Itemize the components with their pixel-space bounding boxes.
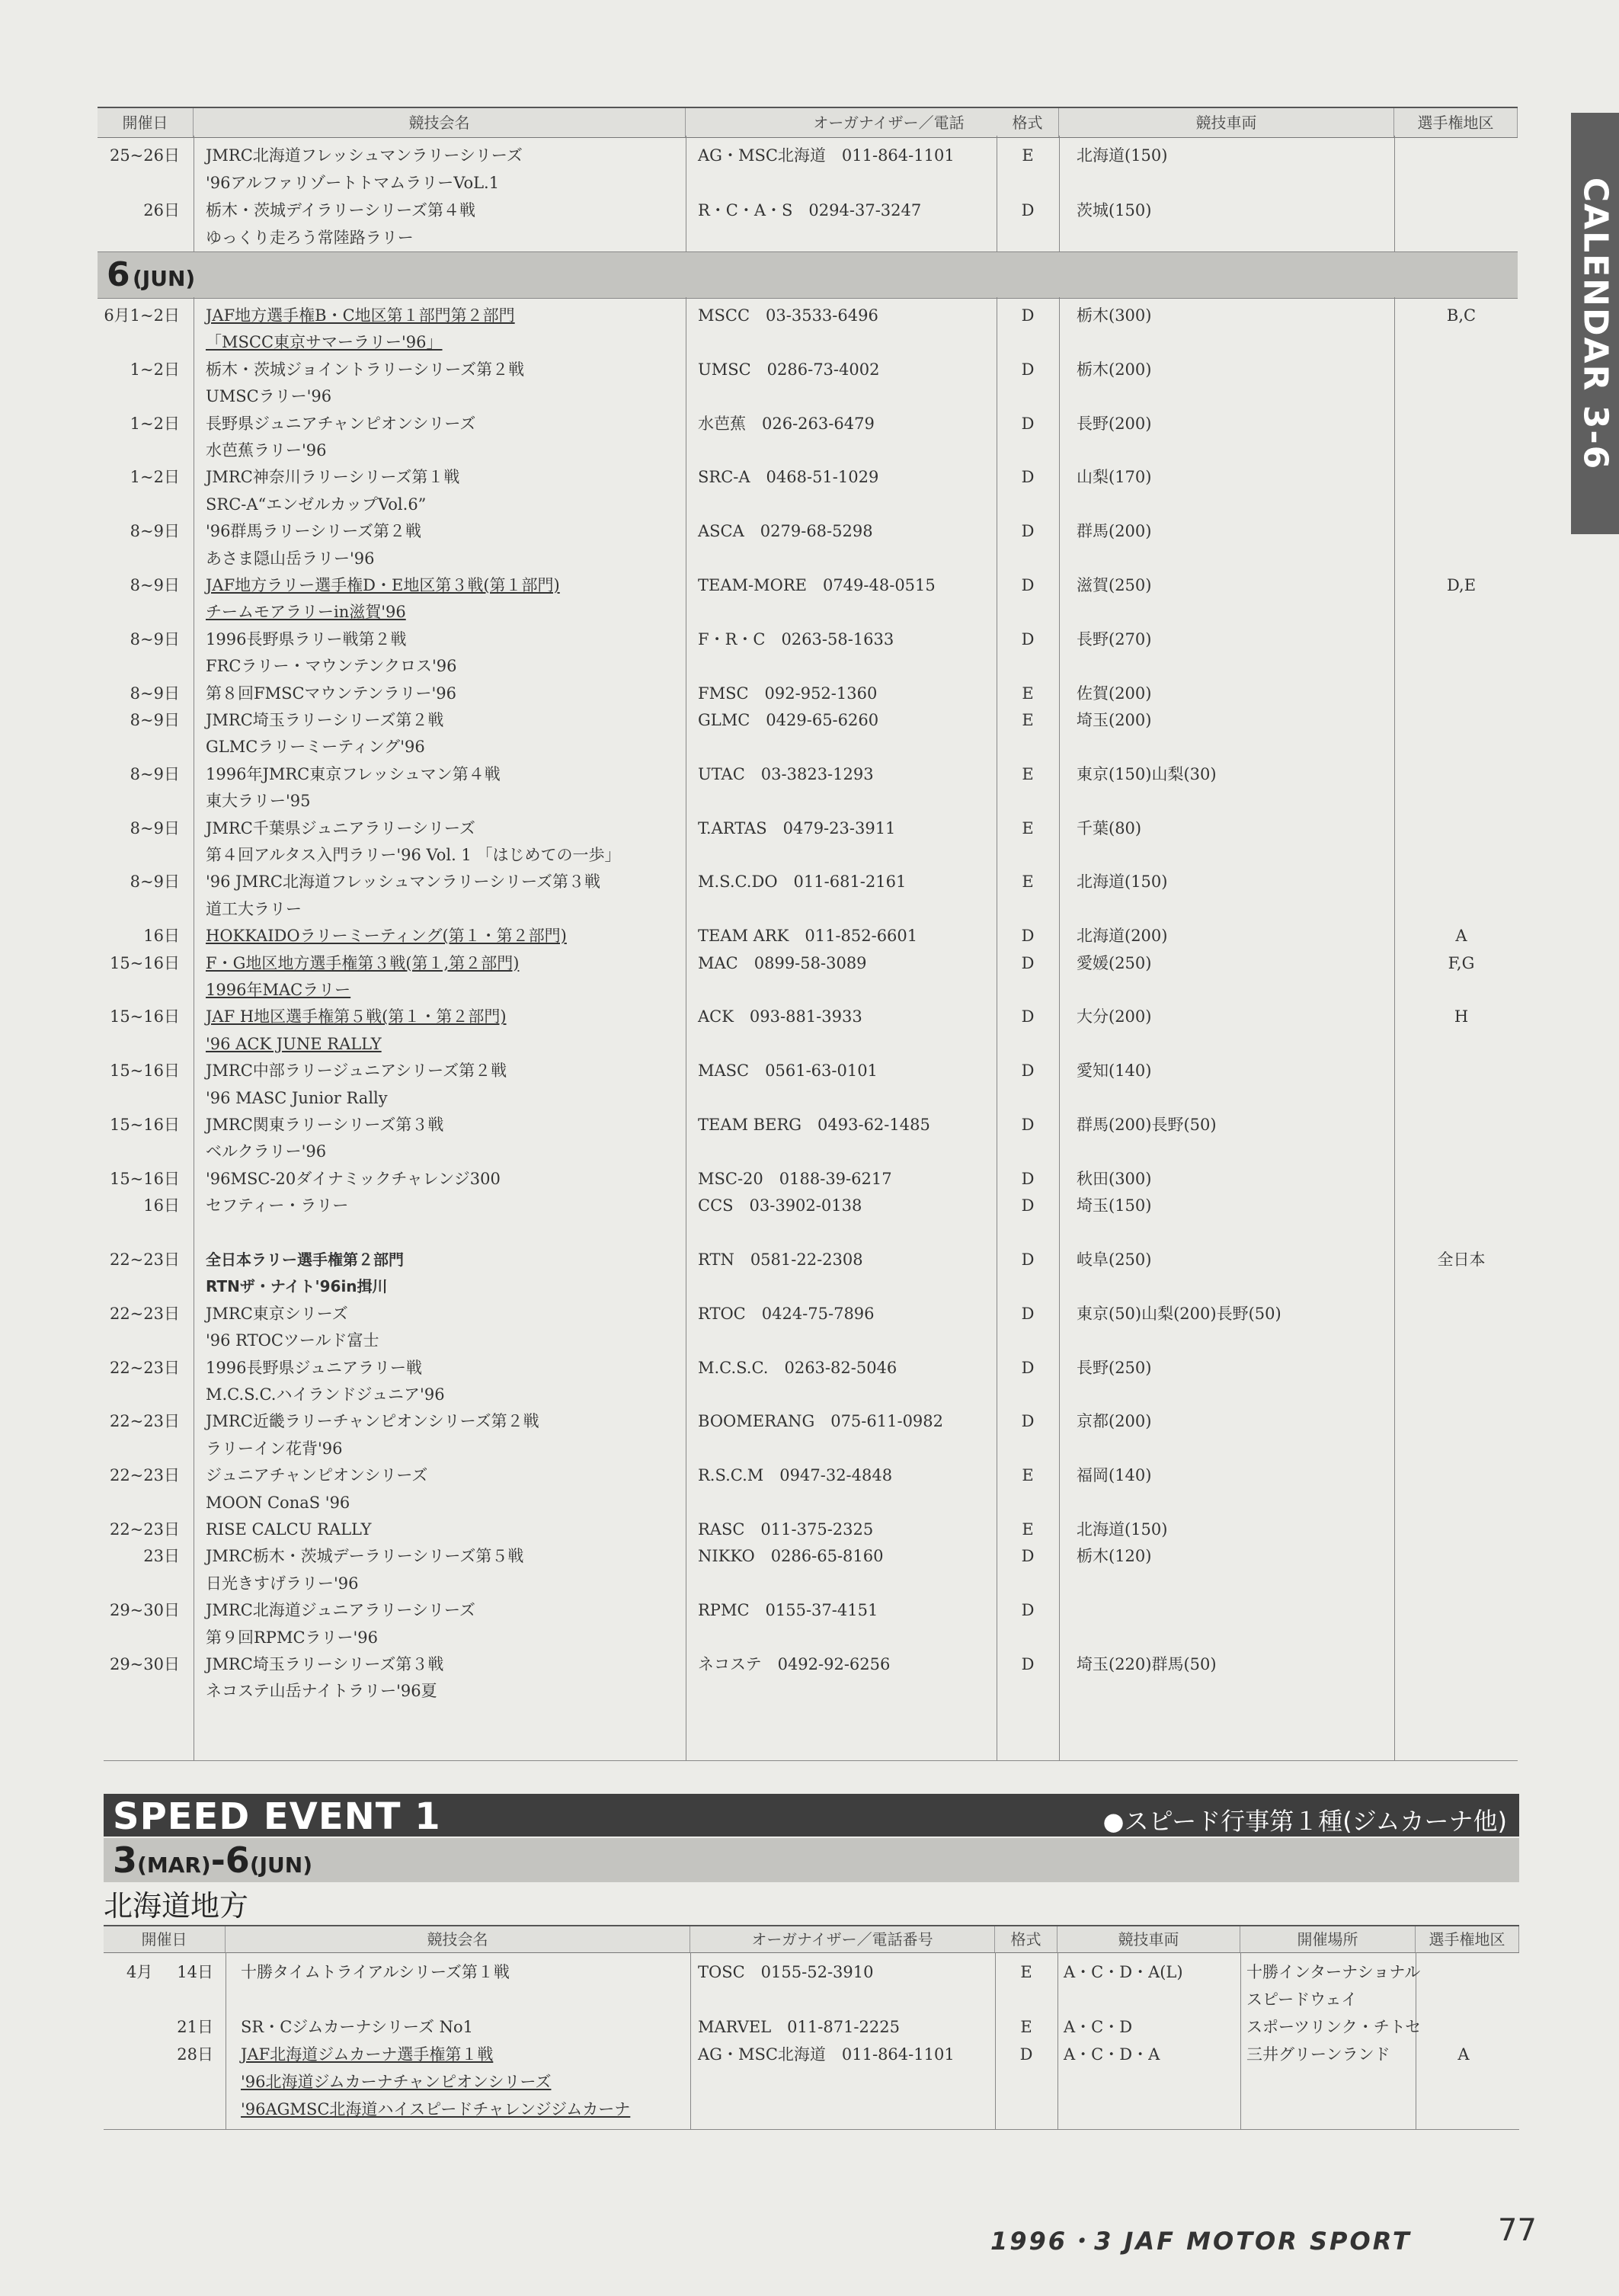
vehicle-cell: 埼玉(150) <box>1077 1196 1152 1215</box>
vehicle-cell: 茨城(150) <box>1077 201 1152 219</box>
event-name-cell: 第４回アルタス入門ラリー'96 Vol. 1 「はじめての一歩」 <box>206 846 621 864</box>
organizer-cell: R.S.C.M 0947-32-4848 <box>698 1466 893 1485</box>
venue-cell: 三井グリーンランド <box>1246 2045 1390 2064</box>
date-cell: 16日 <box>143 927 180 946</box>
header-region: 選手権地区 <box>1416 1926 1519 1952</box>
table-row <box>98 410 1518 437</box>
date-cell: 8~9日 <box>130 684 180 703</box>
format-cell: D <box>1021 1412 1035 1431</box>
header-vehicle: 競技車両 <box>1057 1926 1240 1952</box>
event-name-cell: ネコステ山岳ナイトラリー'96夏 <box>206 1682 437 1701</box>
organizer-cell: NIKKO 0286-65-8160 <box>698 1547 884 1566</box>
organizer-cell: TEAM BERG 0493-62-1485 <box>698 1116 930 1134</box>
table-row <box>104 2068 1519 2096</box>
table-row <box>98 1138 1518 1165</box>
organizer-cell: ACK 093-881-3933 <box>698 1007 862 1026</box>
period-label <box>113 1840 312 1881</box>
organizer-cell: F・R・C 0263-58-1633 <box>698 629 894 648</box>
month-cell: 4月 <box>126 1963 153 1981</box>
format-cell: E <box>1022 873 1034 892</box>
vehicle-cell: 北海道(150) <box>1077 1520 1168 1539</box>
date-cell: 8~9日 <box>130 764 180 783</box>
header-event: 競技会名 <box>194 108 686 137</box>
vehicle-cell: A・C・D <box>1064 2018 1133 2036</box>
event-name-cell: SR・Cジムカーナシリーズ No1 <box>241 2018 474 2036</box>
organizer-cell: ASCA 0279-68-5298 <box>698 522 873 541</box>
date-cell: 15~16日 <box>109 953 180 972</box>
event-name-cell: JMRC北海道フレッシュマンラリーシリーズ <box>206 146 523 165</box>
format-cell: D <box>1021 629 1035 648</box>
format-cell: E <box>1022 1466 1034 1485</box>
speed-event-subtitle: ●スピード行事第１種(ジムカーナ他) <box>1102 1807 1507 1836</box>
organizer-cell: CCS 03-3902-0138 <box>698 1196 862 1215</box>
vehicle-cell: 群馬(200)長野(50) <box>1077 1116 1217 1134</box>
period-start: 3 <box>113 1840 138 1881</box>
vehicle-cell: 北海道(150) <box>1077 873 1168 892</box>
format-cell: D <box>1021 468 1035 487</box>
table-row <box>98 1192 1518 1219</box>
date-cell: 29~30日 <box>109 1655 180 1673</box>
vehicle-cell: 愛知(140) <box>1077 1062 1152 1081</box>
vehicle-cell: 北海道(200) <box>1077 927 1168 946</box>
vehicle-cell: 京都(200) <box>1077 1412 1152 1431</box>
format-cell: E <box>1022 818 1034 837</box>
event-name-cell: RISE CALCU RALLY <box>206 1520 372 1539</box>
format-cell: D <box>1019 2045 1033 2064</box>
header-row <box>98 107 1518 138</box>
table-row <box>98 1111 1518 1138</box>
format-cell: E <box>1022 146 1034 165</box>
event-name-cell: 全日本ラリー選手権第２部門 <box>206 1250 404 1269</box>
date-cell: 22~23日 <box>109 1466 180 1485</box>
table-row <box>98 1516 1518 1543</box>
period-end-month: (JUN) <box>249 1852 312 1878</box>
event-name-cell: JAF北海道ジムカーナ選手権第１戦 <box>241 2045 494 2064</box>
vehicle-cell: 佐賀(200) <box>1077 684 1152 703</box>
speed-event-banner <box>104 1794 1519 1836</box>
event-name-cell: FRCラリー・マウンテンクロス'96 <box>206 657 457 676</box>
format-cell: D <box>1021 1655 1035 1673</box>
header-row <box>104 1925 1519 1953</box>
vehicle-cell: 長野(200) <box>1077 414 1152 433</box>
date-cell: 8~9日 <box>130 576 180 594</box>
table-row <box>98 1273 1518 1300</box>
table-row <box>98 680 1518 707</box>
date-cell: 8~9日 <box>130 711 180 729</box>
vehicle-cell: 秋田(300) <box>1077 1169 1152 1188</box>
date-cell: 15~16日 <box>109 1062 180 1081</box>
table-row <box>98 976 1518 1004</box>
event-name-cell: 水芭蕉ラリー'96 <box>206 441 327 460</box>
table-row <box>98 922 1518 949</box>
table-row <box>98 1381 1518 1408</box>
table-row <box>98 1084 1518 1112</box>
organizer-cell: SRC-A 0468-51-1029 <box>698 468 879 487</box>
event-name-cell: 道工大ラリー <box>206 899 302 918</box>
table-row <box>104 2096 1519 2123</box>
event-name-cell: 日光きすげラリー'96 <box>206 1574 359 1593</box>
vehicle-cell: 群馬(200) <box>1077 522 1152 541</box>
vehicle-cell: 栃木(300) <box>1077 306 1152 325</box>
event-name-cell: 栃木・茨城ジョイントラリーシリーズ第２戦 <box>206 360 525 379</box>
format-cell: D <box>1021 953 1035 972</box>
table-row <box>98 1596 1518 1624</box>
period-start-month: (MAR) <box>137 1852 211 1878</box>
event-name-cell: ジュニアチャンピオンシリーズ <box>206 1466 428 1485</box>
venue-cell: スピードウェイ <box>1246 1990 1358 2009</box>
event-name-cell: '96 JMRC北海道フレッシュマンラリーシリーズ第３戦 <box>206 873 601 892</box>
table-row <box>98 1462 1518 1489</box>
table-row <box>98 328 1518 356</box>
organizer-cell: TEAM-MORE 0749-48-0515 <box>698 576 936 594</box>
event-name-cell: HOKKAIDOラリーミーティング(第１・第２部門) <box>206 927 567 946</box>
vehicle-cell: A・C・D・A(L) <box>1064 1963 1183 1981</box>
event-name-cell: 長野県ジュニアチャンピオンシリーズ <box>206 414 476 433</box>
table-row <box>98 1327 1518 1354</box>
table-row <box>98 1407 1518 1435</box>
date-cell: 22~23日 <box>109 1520 180 1539</box>
table-row <box>98 761 1518 788</box>
date-cell: 8~9日 <box>130 522 180 541</box>
event-name-cell: 第８回FMSCマウンテンラリー'96 <box>206 684 456 703</box>
organizer-cell: T.ARTAS 0479-23-3911 <box>698 818 896 837</box>
table-row <box>98 626 1518 653</box>
table-row <box>98 572 1518 599</box>
vehicle-cell: 長野(270) <box>1077 629 1152 648</box>
event-name-cell: 東大ラリー'95 <box>206 792 311 811</box>
table-row <box>98 142 1518 169</box>
region-cell: A <box>1455 927 1467 946</box>
vehicle-cell: 千葉(80) <box>1077 818 1142 837</box>
format-cell: E <box>1022 764 1034 783</box>
side-tab <box>1571 113 1619 534</box>
table-bottom-rule <box>104 1760 1518 1761</box>
organizer-cell: M.C.S.C. 0263-82-5046 <box>698 1358 897 1377</box>
date-cell: 29~30日 <box>109 1601 180 1620</box>
table-row <box>98 356 1518 383</box>
date-cell: 8~9日 <box>130 629 180 648</box>
event-name-cell: MOON ConaS '96 <box>206 1493 350 1512</box>
event-name-cell: 第９回RPMCラリー'96 <box>206 1628 379 1647</box>
region-cell: A <box>1457 2045 1470 2064</box>
table-row <box>98 841 1518 869</box>
header-format: 格式 <box>997 108 1059 137</box>
format-cell: D <box>1021 414 1035 433</box>
vehicle-cell: 東京(150)山梨(30) <box>1077 764 1217 783</box>
table-row <box>98 652 1518 680</box>
event-name-cell: 1996長野県ラリー戦第２戦 <box>206 629 407 648</box>
event-name-cell: JMRC埼玉ラリーシリーズ第２戦 <box>206 711 444 729</box>
event-name-cell: JMRC千葉県ジュニアラリーシリーズ <box>206 818 475 837</box>
event-name-cell: JMRC神奈川ラリーシリーズ第１戦 <box>206 468 460 487</box>
vehicle-cell: 栃木(120) <box>1077 1547 1152 1566</box>
date-cell: 8~9日 <box>130 818 180 837</box>
date-cell: 21日 <box>177 2018 213 2036</box>
organizer-cell: BOOMERANG 075-611-0982 <box>698 1412 944 1431</box>
event-name-cell: GLMCラリーミーティング'96 <box>206 738 425 757</box>
region-cell: F,G <box>1448 953 1475 972</box>
table-row <box>98 1435 1518 1462</box>
table-row <box>98 1489 1518 1516</box>
format-cell: E <box>1020 2018 1032 2036</box>
organizer-cell: RASC 011-375-2325 <box>698 1520 874 1539</box>
table-row <box>98 224 1518 251</box>
organizer-cell: UMSC 0286-73-4002 <box>698 360 880 379</box>
organizer-cell: 水芭蕉 026-263-6479 <box>698 414 875 433</box>
table-row <box>98 383 1518 410</box>
format-cell: D <box>1021 1196 1035 1215</box>
region-cell: D,E <box>1446 576 1477 594</box>
table-row <box>98 1030 1518 1058</box>
event-name-cell: '96MSC-20ダイナミックチャレンジ300 <box>206 1169 501 1188</box>
format-cell: D <box>1021 1250 1035 1269</box>
organizer-cell: UTAC 03-3823-1293 <box>698 764 874 783</box>
event-name-cell: '96 MASC Junior Rally <box>206 1088 388 1107</box>
format-cell: D <box>1021 1547 1035 1566</box>
table-bottom-rule <box>104 2129 1519 2130</box>
table-row <box>98 1677 1518 1705</box>
organizer-cell: RTOC 0424-75-7896 <box>698 1304 875 1323</box>
header-vehicle: 競技車両 <box>1059 108 1394 137</box>
event-name-cell: JMRC関東ラリーシリーズ第３戦 <box>206 1116 444 1134</box>
date-cell: 1~2日 <box>130 360 180 379</box>
event-name-cell: 1996年JMRC東京フレッシュマン第４戦 <box>206 764 501 783</box>
event-name-cell: F・G地区地方選手権第３戦(第１,第２部門) <box>206 953 520 972</box>
table-row <box>98 1246 1518 1273</box>
event-name-cell: JMRC東京シリーズ <box>206 1304 348 1323</box>
date-cell: 1~2日 <box>130 414 180 433</box>
event-name-cell: ラリーイン花背'96 <box>206 1439 343 1458</box>
date-cell: 15~16日 <box>109 1116 180 1134</box>
vehicle-cell: 長野(250) <box>1077 1358 1152 1377</box>
format-cell: D <box>1021 201 1035 219</box>
format-cell: D <box>1021 1062 1035 1081</box>
date-cell: 22~23日 <box>109 1412 180 1431</box>
organizer-cell: FMSC 092-952-1360 <box>698 684 878 703</box>
event-name-cell: UMSCラリー'96 <box>206 387 332 406</box>
header-date: 開催日 <box>98 108 194 137</box>
table-row <box>98 491 1518 518</box>
vehicle-cell: 栃木(200) <box>1077 360 1152 379</box>
event-name-cell: JMRC中部ラリージュニアシリーズ第２戦 <box>206 1062 507 1081</box>
header-format: 格式 <box>995 1926 1057 1952</box>
event-name-cell: '96アルファリゾートトマムラリーVoL.1 <box>206 174 500 192</box>
table-row <box>98 733 1518 761</box>
table-row <box>98 302 1518 329</box>
event-name-cell: 十勝タイムトライアルシリーズ第１戦 <box>241 1963 510 1981</box>
format-cell: D <box>1021 1358 1035 1377</box>
table-row <box>98 545 1518 572</box>
format-cell: D <box>1021 360 1035 379</box>
organizer-cell: GLMC 0429-65-6260 <box>698 711 879 729</box>
table-row <box>98 895 1518 923</box>
organizer-cell: R・C・A・S 0294-37-3247 <box>698 201 922 219</box>
format-cell: D <box>1021 576 1035 594</box>
organizer-cell: MSCC 03-3533-6496 <box>698 306 878 325</box>
venue-cell: スポーツリンク・チトセ <box>1246 2018 1422 2036</box>
header-organizer: オーガナイザー／電話番号 <box>690 1926 995 1952</box>
event-name-cell: SRC-A“エンゼルカップVol.6” <box>206 495 427 514</box>
format-cell: D <box>1021 1169 1035 1188</box>
header-region: 選手権地区 <box>1394 108 1518 137</box>
organizer-cell: AG・MSC北海道 011-864-1101 <box>698 146 955 165</box>
table-row <box>98 197 1518 224</box>
header-event: 競技会名 <box>226 1926 690 1952</box>
header-date: 開催日 <box>104 1926 226 1952</box>
vehicle-cell: 滋賀(250) <box>1077 576 1152 594</box>
organizer-cell: MSC-20 0188-39-6217 <box>698 1169 892 1188</box>
table-row <box>98 598 1518 626</box>
format-cell: E <box>1022 711 1034 729</box>
vehicle-cell: 埼玉(220)群馬(50) <box>1077 1655 1217 1673</box>
region-cell: 全日本 <box>1437 1250 1486 1269</box>
table-row <box>98 787 1518 815</box>
format-cell: E <box>1022 1520 1034 1539</box>
vehicle-cell: 埼玉(200) <box>1077 711 1152 729</box>
vehicle-cell: A・C・D・A <box>1064 2045 1160 2064</box>
format-cell: D <box>1021 1007 1035 1026</box>
table-row <box>98 1219 1518 1247</box>
date-cell: 16日 <box>143 1196 180 1215</box>
event-name-cell: JMRC埼玉ラリーシリーズ第３戦 <box>206 1655 444 1673</box>
event-name-cell: JAF地方選手権B・C地区第１部門第２部門 <box>206 306 515 325</box>
event-name-cell: JMRC近畿ラリーチャンピオンシリーズ第２戦 <box>206 1412 539 1431</box>
month-band <box>98 251 1518 299</box>
date-cell: 28日 <box>177 2045 213 2064</box>
date-cell: 22~23日 <box>109 1250 180 1269</box>
table-row <box>98 463 1518 491</box>
table-row <box>104 2013 1519 2041</box>
table-row <box>98 169 1518 197</box>
organizer-cell: TOSC 0155-52-3910 <box>698 1963 874 1981</box>
organizer-cell: MARVEL 011-871-2225 <box>698 2018 900 2036</box>
month-number: 6 <box>107 255 130 294</box>
date-cell: 6月1~2日 <box>104 306 180 325</box>
format-cell: D <box>1021 1304 1035 1323</box>
header-organizer: オーガナイザー／電話 <box>686 108 1093 137</box>
date-cell: 15~16日 <box>109 1007 180 1026</box>
table-row <box>98 1354 1518 1382</box>
table-row <box>98 706 1518 734</box>
table-row <box>98 815 1518 842</box>
period-band <box>104 1838 1519 1882</box>
table-row <box>98 1165 1518 1193</box>
table-row <box>98 1651 1518 1678</box>
table-row <box>104 1958 1519 1986</box>
table-row <box>98 1570 1518 1597</box>
event-name-cell: セフティー・ラリー <box>206 1196 349 1215</box>
event-name-cell: チームモアラリーin滋賀'96 <box>206 603 406 622</box>
region-cell: H <box>1454 1007 1469 1026</box>
event-name-cell: '96 ACK JUNE RALLY <box>206 1034 382 1053</box>
organizer-cell: ネコステ 0492-92-6256 <box>698 1655 891 1673</box>
table-row <box>98 1542 1518 1570</box>
vehicle-cell: 山梨(170) <box>1077 468 1152 487</box>
table-row <box>98 437 1518 464</box>
date-cell: 1~2日 <box>130 468 180 487</box>
table-row <box>98 1624 1518 1651</box>
organizer-cell: MAC 0899-58-3089 <box>698 953 867 972</box>
event-name-cell: 「MSCC東京サマーラリー'96」 <box>206 333 443 352</box>
format-cell: D <box>1021 306 1035 325</box>
vehicle-cell: 北海道(150) <box>1077 146 1168 165</box>
format-cell: D <box>1021 1601 1035 1620</box>
event-name-cell: ゆっくり走ろう常陸路ラリー <box>206 229 414 247</box>
event-name-cell: '96群馬ラリーシリーズ第２戦 <box>206 522 422 541</box>
format-cell: E <box>1020 1963 1032 1981</box>
organizer-cell: RPMC 0155-37-4151 <box>698 1601 878 1620</box>
table-row <box>98 517 1518 545</box>
side-tab-label: CALENDAR 3-6 <box>1576 177 1614 470</box>
date-cell: 14日 <box>177 1963 213 1981</box>
format-cell: D <box>1021 1116 1035 1134</box>
table-row <box>104 1986 1519 2013</box>
event-name-cell: ベルクラリー'96 <box>206 1142 327 1161</box>
table-row <box>98 1300 1518 1327</box>
region-cell: B,C <box>1446 306 1477 325</box>
organizer-cell: TEAM ARK 011-852-6601 <box>698 927 918 946</box>
header-venue: 開催場所 <box>1240 1926 1416 1952</box>
vehicle-cell: 東京(50)山梨(200)長野(50) <box>1077 1304 1281 1323</box>
event-name-cell: RTNザ・ナイト'96in揖川 <box>206 1277 388 1296</box>
event-name-cell: '96AGMSC北海道ハイスピードチャレンジジムカーナ <box>241 2100 631 2118</box>
format-cell: D <box>1021 522 1035 541</box>
format-cell: E <box>1022 684 1034 703</box>
organizer-cell: MASC 0561-63-0101 <box>698 1062 878 1081</box>
event-name-cell: M.C.S.C.ハイランドジュニア'96 <box>206 1385 445 1404</box>
vehicle-cell: 愛媛(250) <box>1077 953 1152 972</box>
date-cell: 26日 <box>143 201 180 219</box>
date-cell: 22~23日 <box>109 1358 180 1377</box>
organizer-cell: AG・MSC北海道 011-864-1101 <box>698 2045 955 2064</box>
period-dash: -6 <box>210 1840 250 1881</box>
vehicle-cell: 福岡(140) <box>1077 1466 1152 1485</box>
event-name-cell: JAF H地区選手権第５戦(第１・第２部門) <box>206 1007 507 1026</box>
format-cell: D <box>1021 927 1035 946</box>
date-cell: 22~23日 <box>109 1304 180 1323</box>
table-row <box>104 2041 1519 2068</box>
event-name-cell: あさま隠山岳ラリー'96 <box>206 549 375 568</box>
vehicle-cell: 大分(200) <box>1077 1007 1152 1026</box>
event-name-cell: 栃木・茨城デイラリーシリーズ第４戦 <box>206 201 476 219</box>
venue-cell: 十勝インターナショナル <box>1246 1963 1421 1981</box>
event-name-cell: 1996年MACラリー <box>206 981 351 999</box>
table-row <box>98 1003 1518 1030</box>
region-title: 北海道地方 <box>104 1889 249 1923</box>
footer-magazine: 1996・3 JAF MOTOR SPORT <box>990 2227 1412 2256</box>
event-name-cell: JMRC北海道ジュニアラリーシリーズ <box>206 1601 475 1620</box>
event-name-cell: '96北海道ジムカーナチャンピオンシリーズ <box>241 2073 552 2091</box>
event-name-cell: '96 RTOCツールド富士 <box>206 1331 379 1350</box>
organizer-cell: RTN 0581-22-2308 <box>698 1250 863 1269</box>
event-name-cell: 1996長野県ジュニアラリー戦 <box>206 1358 423 1377</box>
speed-event-title: SPEED EVENT 1 <box>113 1795 441 1838</box>
date-cell: 15~16日 <box>109 1169 180 1188</box>
table-row <box>98 868 1518 895</box>
date-cell: 23日 <box>143 1547 180 1566</box>
date-cell: 8~9日 <box>130 873 180 892</box>
table-row <box>98 1057 1518 1084</box>
organizer-cell: M.S.C.DO 011-681-2161 <box>698 873 907 892</box>
date-cell: 25~26日 <box>109 146 180 165</box>
table-row <box>98 949 1518 977</box>
page-number: 77 <box>1498 2213 1537 2248</box>
event-name-cell: JAF地方ラリー選手権D・E地区第３戦(第１部門) <box>206 576 560 594</box>
event-name-cell: JMRC栃木・茨城デーラリーシリーズ第５戦 <box>206 1547 524 1566</box>
month-label: (JUN) <box>133 266 196 291</box>
vehicle-cell: 岐阜(250) <box>1077 1250 1152 1269</box>
